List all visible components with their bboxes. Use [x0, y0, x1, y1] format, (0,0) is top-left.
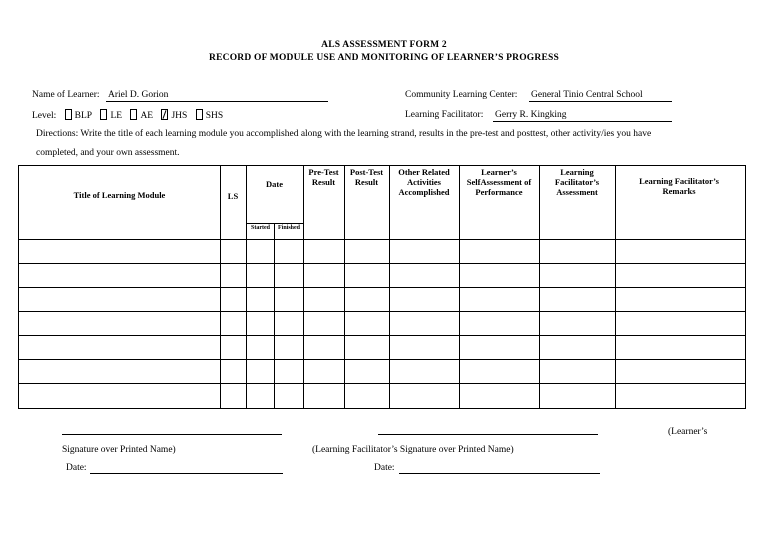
row-divider — [19, 335, 745, 336]
level-option-le[interactable] — [100, 111, 122, 121]
facilitator-date-line[interactable] — [399, 473, 600, 474]
clc-underline — [529, 101, 672, 102]
facilitator-label: Learning Facilitator: — [405, 110, 484, 120]
level-shs-label: SHS — [205, 111, 224, 121]
header-self-assessment: Learner’s SelfAssessment of Performance — [466, 167, 532, 197]
checkbox-shs[interactable] — [196, 109, 203, 120]
header-lf-assessment: Learning Facilitator’s Assessment — [554, 167, 600, 197]
header-pretest: Pre-Test Result — [308, 167, 339, 187]
directions-line-1: Directions: Write the title of each learning module you accomplished along with the learning strand, results in the pre-test and posttest, other activity/ies you have — [36, 129, 652, 139]
module-table — [18, 165, 746, 409]
date-subheader-divider — [246, 223, 303, 224]
directions-line-2: completed, and your own assessment. — [36, 148, 180, 158]
clc-label: Community Learning Center: — [405, 90, 518, 100]
facilitator-value[interactable]: Gerry R. Kingking — [495, 110, 567, 120]
level-option-shs[interactable] — [196, 111, 223, 121]
row-divider — [19, 287, 745, 288]
level-jhs-label: JHS — [171, 111, 188, 121]
header-ls: LS — [227, 191, 239, 201]
clc-value[interactable]: General Tinio Central School — [531, 90, 643, 100]
level-option-jhs[interactable] — [161, 111, 187, 121]
learner-date-line[interactable] — [90, 473, 283, 474]
checkbox-le[interactable] — [100, 109, 107, 120]
learner-underline — [106, 101, 328, 102]
form-title: ALS ASSESSMENT FORM 2 — [321, 40, 447, 50]
row-divider — [19, 311, 745, 312]
facilitator-signature-caption: (Learning Facilitator’s Signature over Printed Name) — [312, 445, 514, 455]
facilitator-underline — [493, 121, 672, 122]
level-option-blp[interactable] — [65, 111, 92, 121]
header-date: Date — [266, 179, 283, 189]
level-option-ae[interactable] — [130, 111, 153, 121]
level-blp-label: BLP — [74, 111, 93, 121]
form-subtitle: RECORD OF MODULE USE AND MONITORING OF LEARNER’S PROGRESS — [209, 53, 559, 63]
learner-label: Name of Learner: — [32, 90, 100, 100]
header-started: Started — [251, 225, 270, 231]
learner-date-label: Date: — [66, 463, 87, 473]
checkbox-ae[interactable] — [130, 109, 137, 120]
learner-signature-line — [62, 434, 282, 435]
level-le-label: LE — [110, 111, 123, 121]
facilitator-date-label: Date: — [374, 463, 395, 473]
header-finished: Finished — [277, 225, 300, 231]
checkbox-blp[interactable] — [65, 109, 72, 120]
row-divider — [19, 359, 745, 360]
row-divider — [19, 263, 745, 264]
level-ae-label: AE — [140, 111, 154, 121]
row-divider — [19, 239, 745, 240]
level-label: Level: — [32, 111, 57, 121]
header-posttest: Post-Test Result — [349, 167, 384, 187]
header-title: Title of Learning Module — [73, 189, 166, 200]
header-lf-remarks: Learning Facilitator’s Remarks — [639, 176, 719, 196]
learner-signature-caption: Signature over Printed Name) — [62, 445, 176, 455]
learner-signature-paren: (Learner’s — [668, 427, 708, 437]
checkbox-jhs[interactable] — [161, 109, 168, 120]
col-divider — [274, 223, 275, 409]
header-other-activities: Other Related Activities Accomplished — [398, 167, 450, 197]
level-row — [32, 109, 229, 121]
facilitator-signature-line — [378, 434, 598, 435]
row-divider — [19, 383, 745, 384]
learner-value[interactable]: Ariel D. Gorion — [108, 90, 169, 100]
